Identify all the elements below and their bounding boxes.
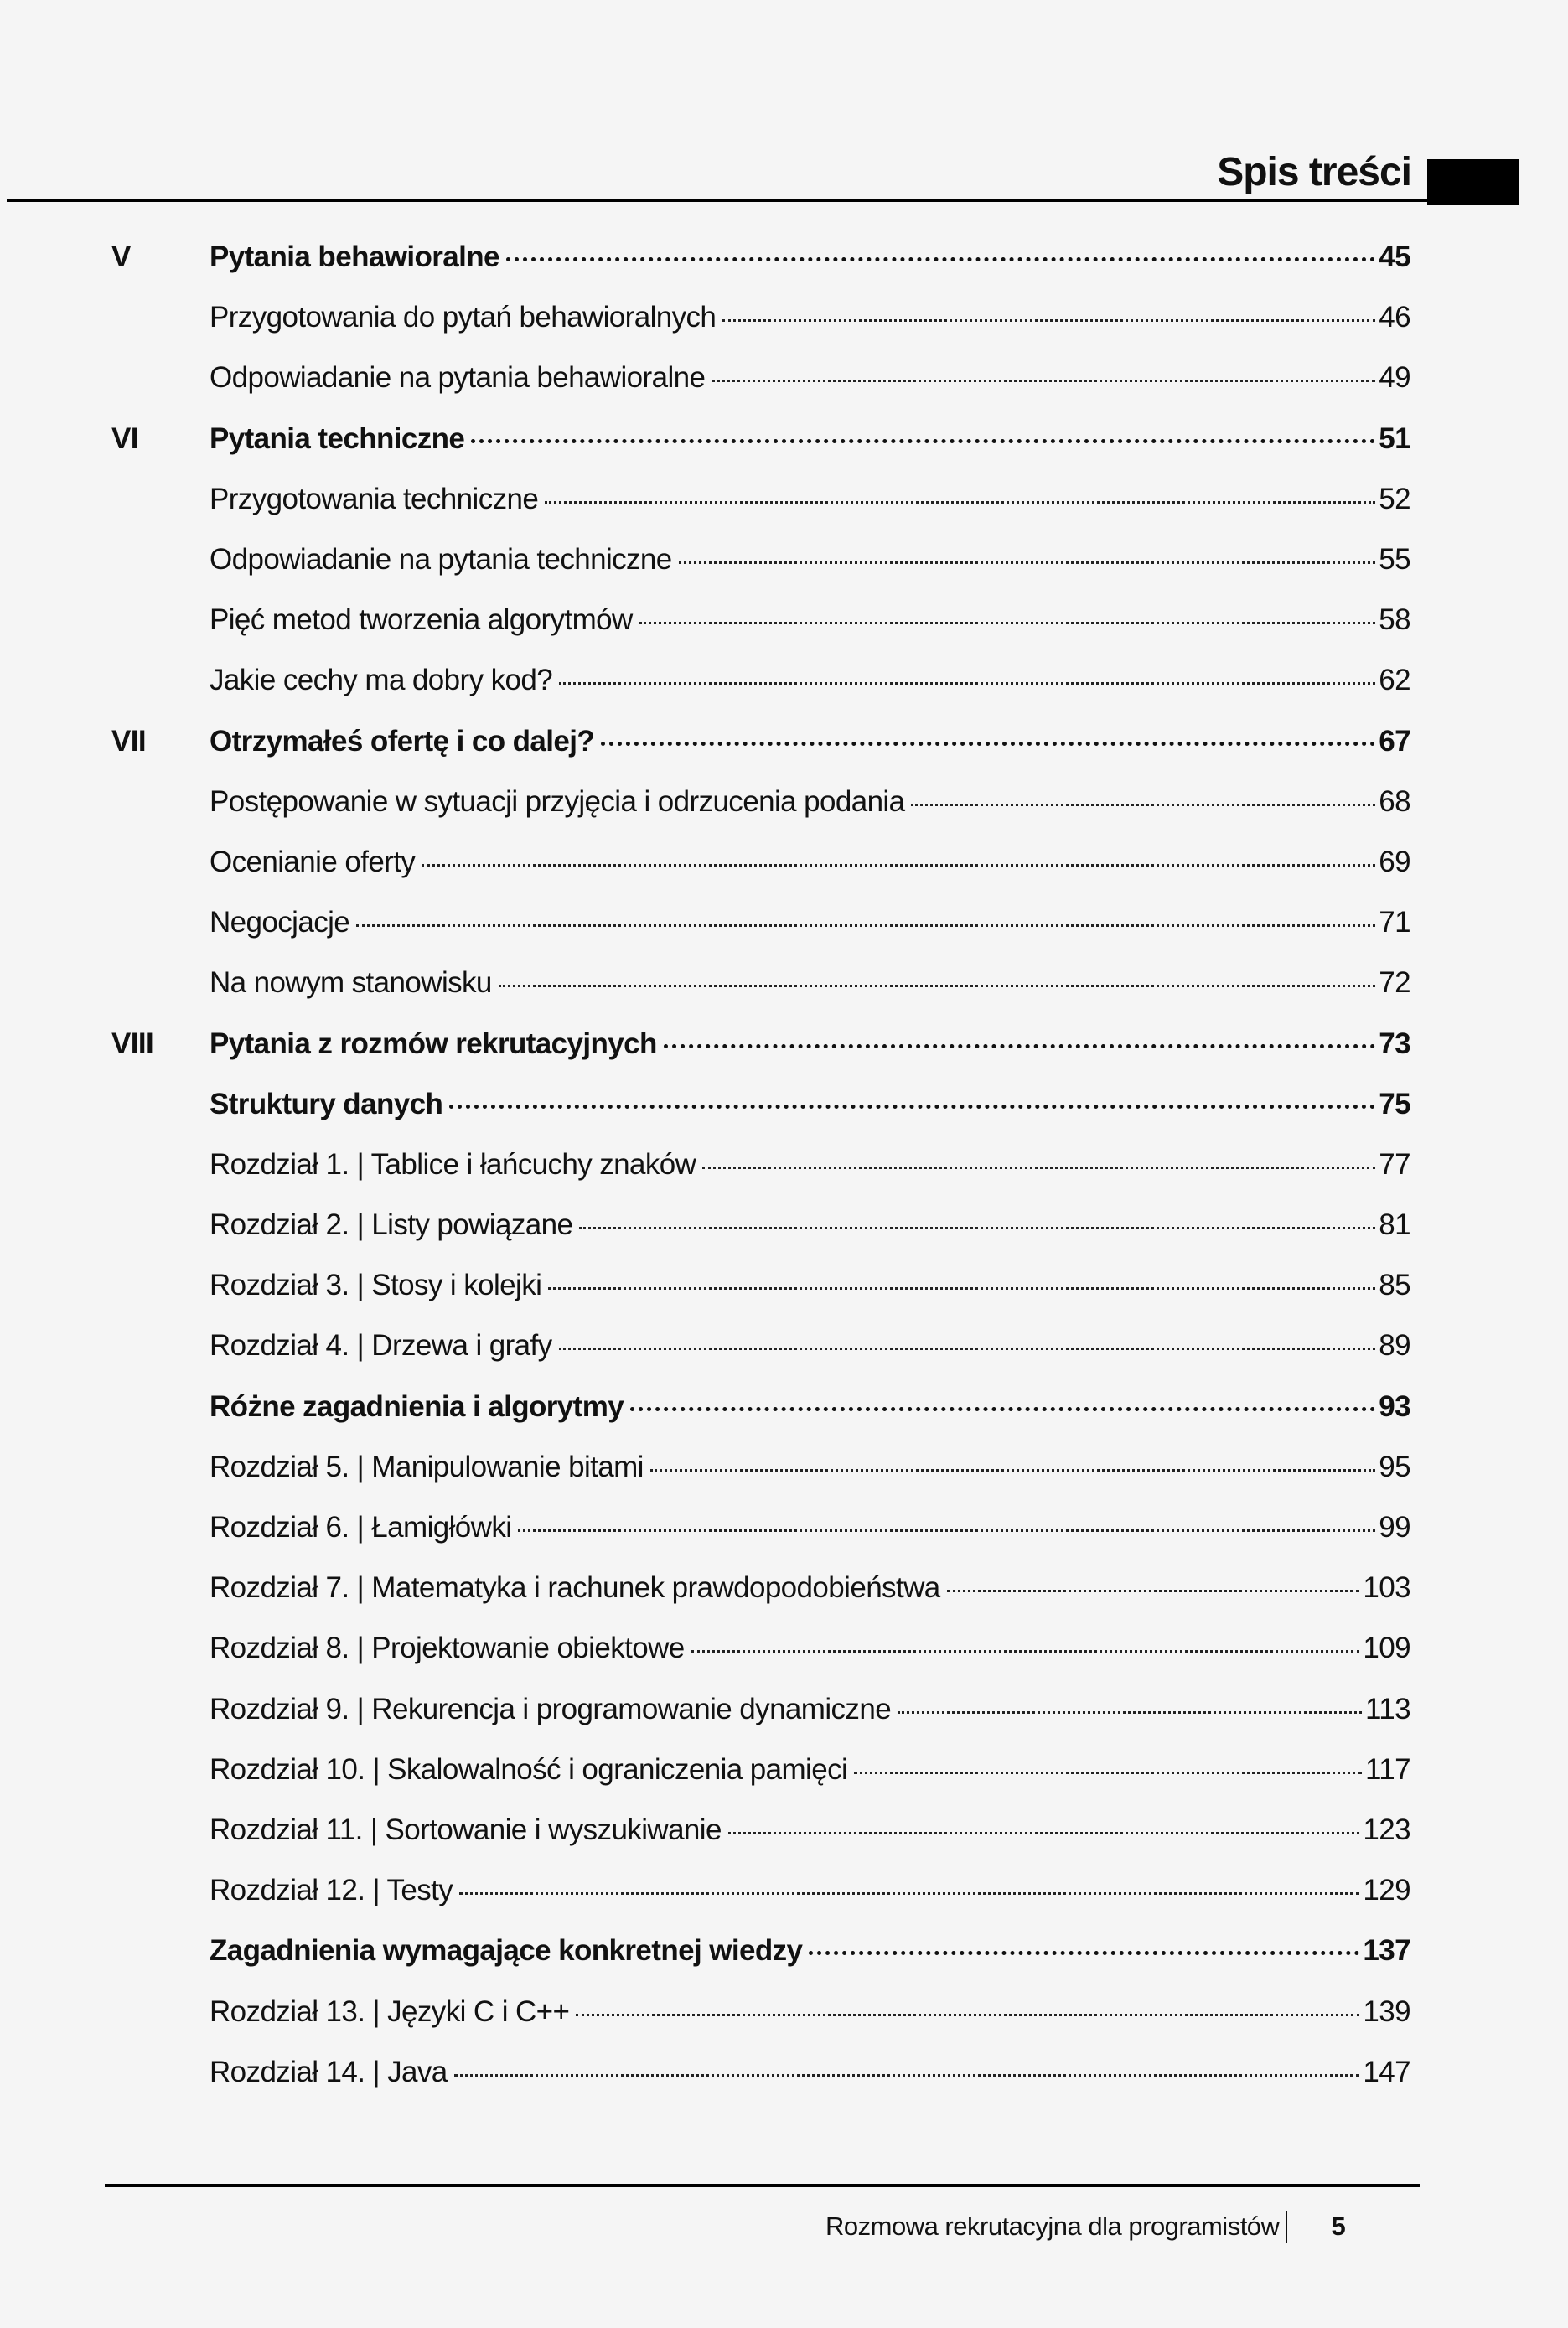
entry-title: Rozdział 5. | Manipulowanie bitami: [210, 1450, 644, 1483]
dot-leader: [679, 561, 1376, 564]
dot-leader: [809, 1951, 1359, 1955]
toc-entry[interactable]: [0, 1195, 1568, 1255]
entry-title: Rozdział 6. | Łamigłówki: [210, 1511, 512, 1544]
dot-leader: [356, 924, 1375, 927]
entry-page: 52: [1379, 482, 1410, 515]
entry-title: Przygotowania do pytań behawioralnych: [210, 301, 717, 334]
entry-page: 137: [1363, 1934, 1410, 1968]
dot-leader: [454, 2074, 1360, 2077]
entry-page: 103: [1363, 1571, 1410, 1605]
dot-leader: [664, 1044, 1375, 1048]
header-rule: [7, 199, 1431, 202]
entry-page: 123: [1363, 1813, 1410, 1846]
entry-page: 71: [1379, 906, 1410, 939]
toc-entry[interactable]: [0, 287, 1568, 348]
entry-title: Rozdział 3. | Stosy i kolejki: [210, 1269, 542, 1302]
toc-entry[interactable]: [0, 1255, 1568, 1316]
toc-entry[interactable]: [0, 832, 1568, 892]
entry-title: Pięć metod tworzenia algorytmów: [210, 603, 633, 637]
entry-page: 68: [1379, 784, 1410, 818]
entry-title: Struktury danych: [210, 1087, 443, 1120]
entry-page: 113: [1365, 1692, 1410, 1725]
part-number: VI: [111, 422, 138, 455]
toc-section-entry[interactable]: [0, 1377, 1568, 1437]
dot-leader: [576, 2014, 1359, 2016]
entry-title: Na nowym stanowisku: [210, 966, 492, 1000]
entry-page: 139: [1363, 1994, 1410, 2028]
toc-entry[interactable]: [0, 348, 1568, 408]
toc-part-entry[interactable]: [0, 409, 1568, 469]
entry-page: 73: [1379, 1027, 1410, 1060]
entry-title: Pytania z rozmów rekrutacyjnych: [210, 1027, 657, 1060]
entry-title: Przygotowania techniczne: [210, 482, 539, 515]
toc-section-entry[interactable]: [0, 1921, 1568, 1981]
dot-leader: [545, 501, 1375, 504]
dot-leader: [947, 1590, 1360, 1592]
toc-entry[interactable]: [0, 1558, 1568, 1618]
footer-separator: [1286, 2211, 1287, 2243]
toc-entry[interactable]: [0, 1800, 1568, 1860]
part-number: V: [111, 241, 131, 274]
toc-entry[interactable]: [0, 772, 1568, 832]
entry-title: Odpowiadanie na pytania techniczne: [210, 543, 672, 577]
entry-page: 95: [1379, 1450, 1410, 1483]
entry-page: 55: [1379, 543, 1410, 577]
entry-title: Negocjacje: [210, 906, 350, 939]
dot-leader: [579, 1227, 1375, 1229]
toc-entry[interactable]: [0, 469, 1568, 530]
dot-leader: [518, 1529, 1375, 1532]
dot-leader: [898, 1711, 1362, 1714]
page-heading: Spis treści: [1217, 150, 1411, 194]
dot-leader: [506, 257, 1375, 261]
entry-title: Zagadnienia wymagające konkretnej wiedzy: [210, 1934, 803, 1968]
entry-page: 51: [1379, 422, 1410, 455]
entry-page: 129: [1363, 1874, 1410, 1907]
dot-leader: [702, 1167, 1375, 1169]
dot-leader: [639, 622, 1376, 624]
toc-entry[interactable]: [0, 1618, 1568, 1679]
toc-entry[interactable]: [0, 892, 1568, 953]
dot-leader: [722, 319, 1375, 322]
entry-page: 75: [1379, 1087, 1410, 1120]
entry-title: Rozdział 7. | Matematyka i rachunek prawdopodobieństwa: [210, 1571, 940, 1605]
part-number: VIII: [111, 1027, 154, 1060]
entry-title: Rozdział 10. | Skalowalność i ograniczenia pamięci: [210, 1752, 848, 1786]
entry-title: Rozdział 8. | Projektowanie obiektowe: [210, 1632, 685, 1665]
table-of-contents: [0, 227, 1568, 2103]
entry-page: 93: [1379, 1389, 1410, 1423]
entry-title: Rozdział 14. | Java: [210, 2055, 448, 2088]
entry-page: 46: [1379, 301, 1410, 334]
entry-page: 49: [1379, 361, 1410, 395]
dot-leader: [559, 1348, 1376, 1350]
toc-entry[interactable]: [0, 1860, 1568, 1921]
entry-title: Ocenianie oferty: [210, 845, 416, 878]
toc-entry[interactable]: [0, 1679, 1568, 1740]
toc-entry[interactable]: [0, 590, 1568, 650]
footer: [825, 2211, 1345, 2243]
toc-entry[interactable]: [0, 1498, 1568, 1558]
dot-leader: [601, 742, 1375, 746]
dot-leader: [691, 1650, 1360, 1653]
dot-leader: [854, 1772, 1362, 1774]
entry-title: Rozdział 12. | Testy: [210, 1874, 453, 1907]
toc-entry[interactable]: [0, 1740, 1568, 1800]
dot-leader: [559, 682, 1375, 685]
entry-title: Postępowanie w sytuacji przyjęcia i odrzucenia podania: [210, 784, 905, 818]
entry-page: 45: [1379, 241, 1410, 274]
header-black-tab: [1427, 159, 1519, 205]
toc-entry[interactable]: [0, 2042, 1568, 2103]
dot-leader: [471, 439, 1375, 443]
entry-page: 99: [1379, 1511, 1410, 1544]
entry-page: 72: [1379, 966, 1410, 1000]
entry-title: Odpowiadanie na pytania behawioralne: [210, 361, 706, 395]
entry-page: 58: [1379, 603, 1410, 637]
toc-entry[interactable]: [0, 1316, 1568, 1376]
entry-page: 85: [1379, 1269, 1410, 1302]
entry-page: 81: [1379, 1208, 1410, 1242]
part-number: VII: [111, 724, 146, 758]
toc-entry[interactable]: [0, 1135, 1568, 1195]
toc-entry[interactable]: [0, 650, 1568, 711]
dot-leader: [630, 1407, 1375, 1411]
entry-title: Rozdział 13. | Języki C i C++: [210, 1994, 570, 2028]
toc-entry[interactable]: [0, 953, 1568, 1013]
entry-page: 147: [1363, 2055, 1410, 2088]
toc-part-entry[interactable]: [0, 227, 1568, 287]
dot-leader: [499, 985, 1375, 987]
entry-title: Rozdział 4. | Drzewa i grafy: [210, 1329, 552, 1363]
footer-rule: [105, 2184, 1420, 2187]
entry-title: Jakie cechy ma dobry kod?: [210, 664, 553, 697]
toc-part-entry[interactable]: [0, 1013, 1568, 1073]
dot-leader: [650, 1469, 1375, 1472]
dot-leader: [712, 380, 1375, 382]
entry-page: 67: [1379, 724, 1410, 758]
entry-page: 117: [1365, 1752, 1410, 1786]
entry-page: 89: [1379, 1329, 1410, 1363]
toc-entry[interactable]: [0, 1981, 1568, 2041]
dot-leader: [728, 1832, 1360, 1834]
dot-leader: [449, 1105, 1375, 1109]
entry-title: Otrzymałeś ofertę i co dalej?: [210, 724, 595, 758]
toc-entry[interactable]: [0, 1437, 1568, 1498]
toc-entry[interactable]: [0, 530, 1568, 590]
dot-leader: [422, 864, 1375, 867]
dot-leader: [548, 1287, 1375, 1290]
entry-title: Rozdział 2. | Listy powiązane: [210, 1208, 573, 1242]
entry-page: 69: [1379, 845, 1410, 878]
entry-title: Rozdział 11. | Sortowanie i wyszukiwanie: [210, 1813, 722, 1846]
footer-book-title: Rozmowa rekrutacyjna dla programistów: [825, 2212, 1280, 2241]
entry-page: 62: [1379, 664, 1410, 697]
entry-title: Pytania behawioralne: [210, 241, 499, 274]
entry-page: 109: [1363, 1632, 1410, 1665]
entry-title: Różne zagadnienia i algorytmy: [210, 1389, 624, 1423]
entry-title: Rozdział 1. | Tablice i łańcuchy znaków: [210, 1147, 696, 1181]
dot-leader: [459, 1892, 1359, 1895]
entry-title: Pytania techniczne: [210, 422, 465, 455]
entry-title: Rozdział 9. | Rekurencja i programowanie dynamiczne: [210, 1692, 892, 1725]
dot-leader: [911, 804, 1375, 806]
toc-section-entry[interactable]: [0, 1074, 1568, 1135]
toc-part-entry[interactable]: [0, 711, 1568, 772]
entry-page: 77: [1379, 1147, 1410, 1181]
footer-page-number: 5: [1331, 2212, 1346, 2241]
